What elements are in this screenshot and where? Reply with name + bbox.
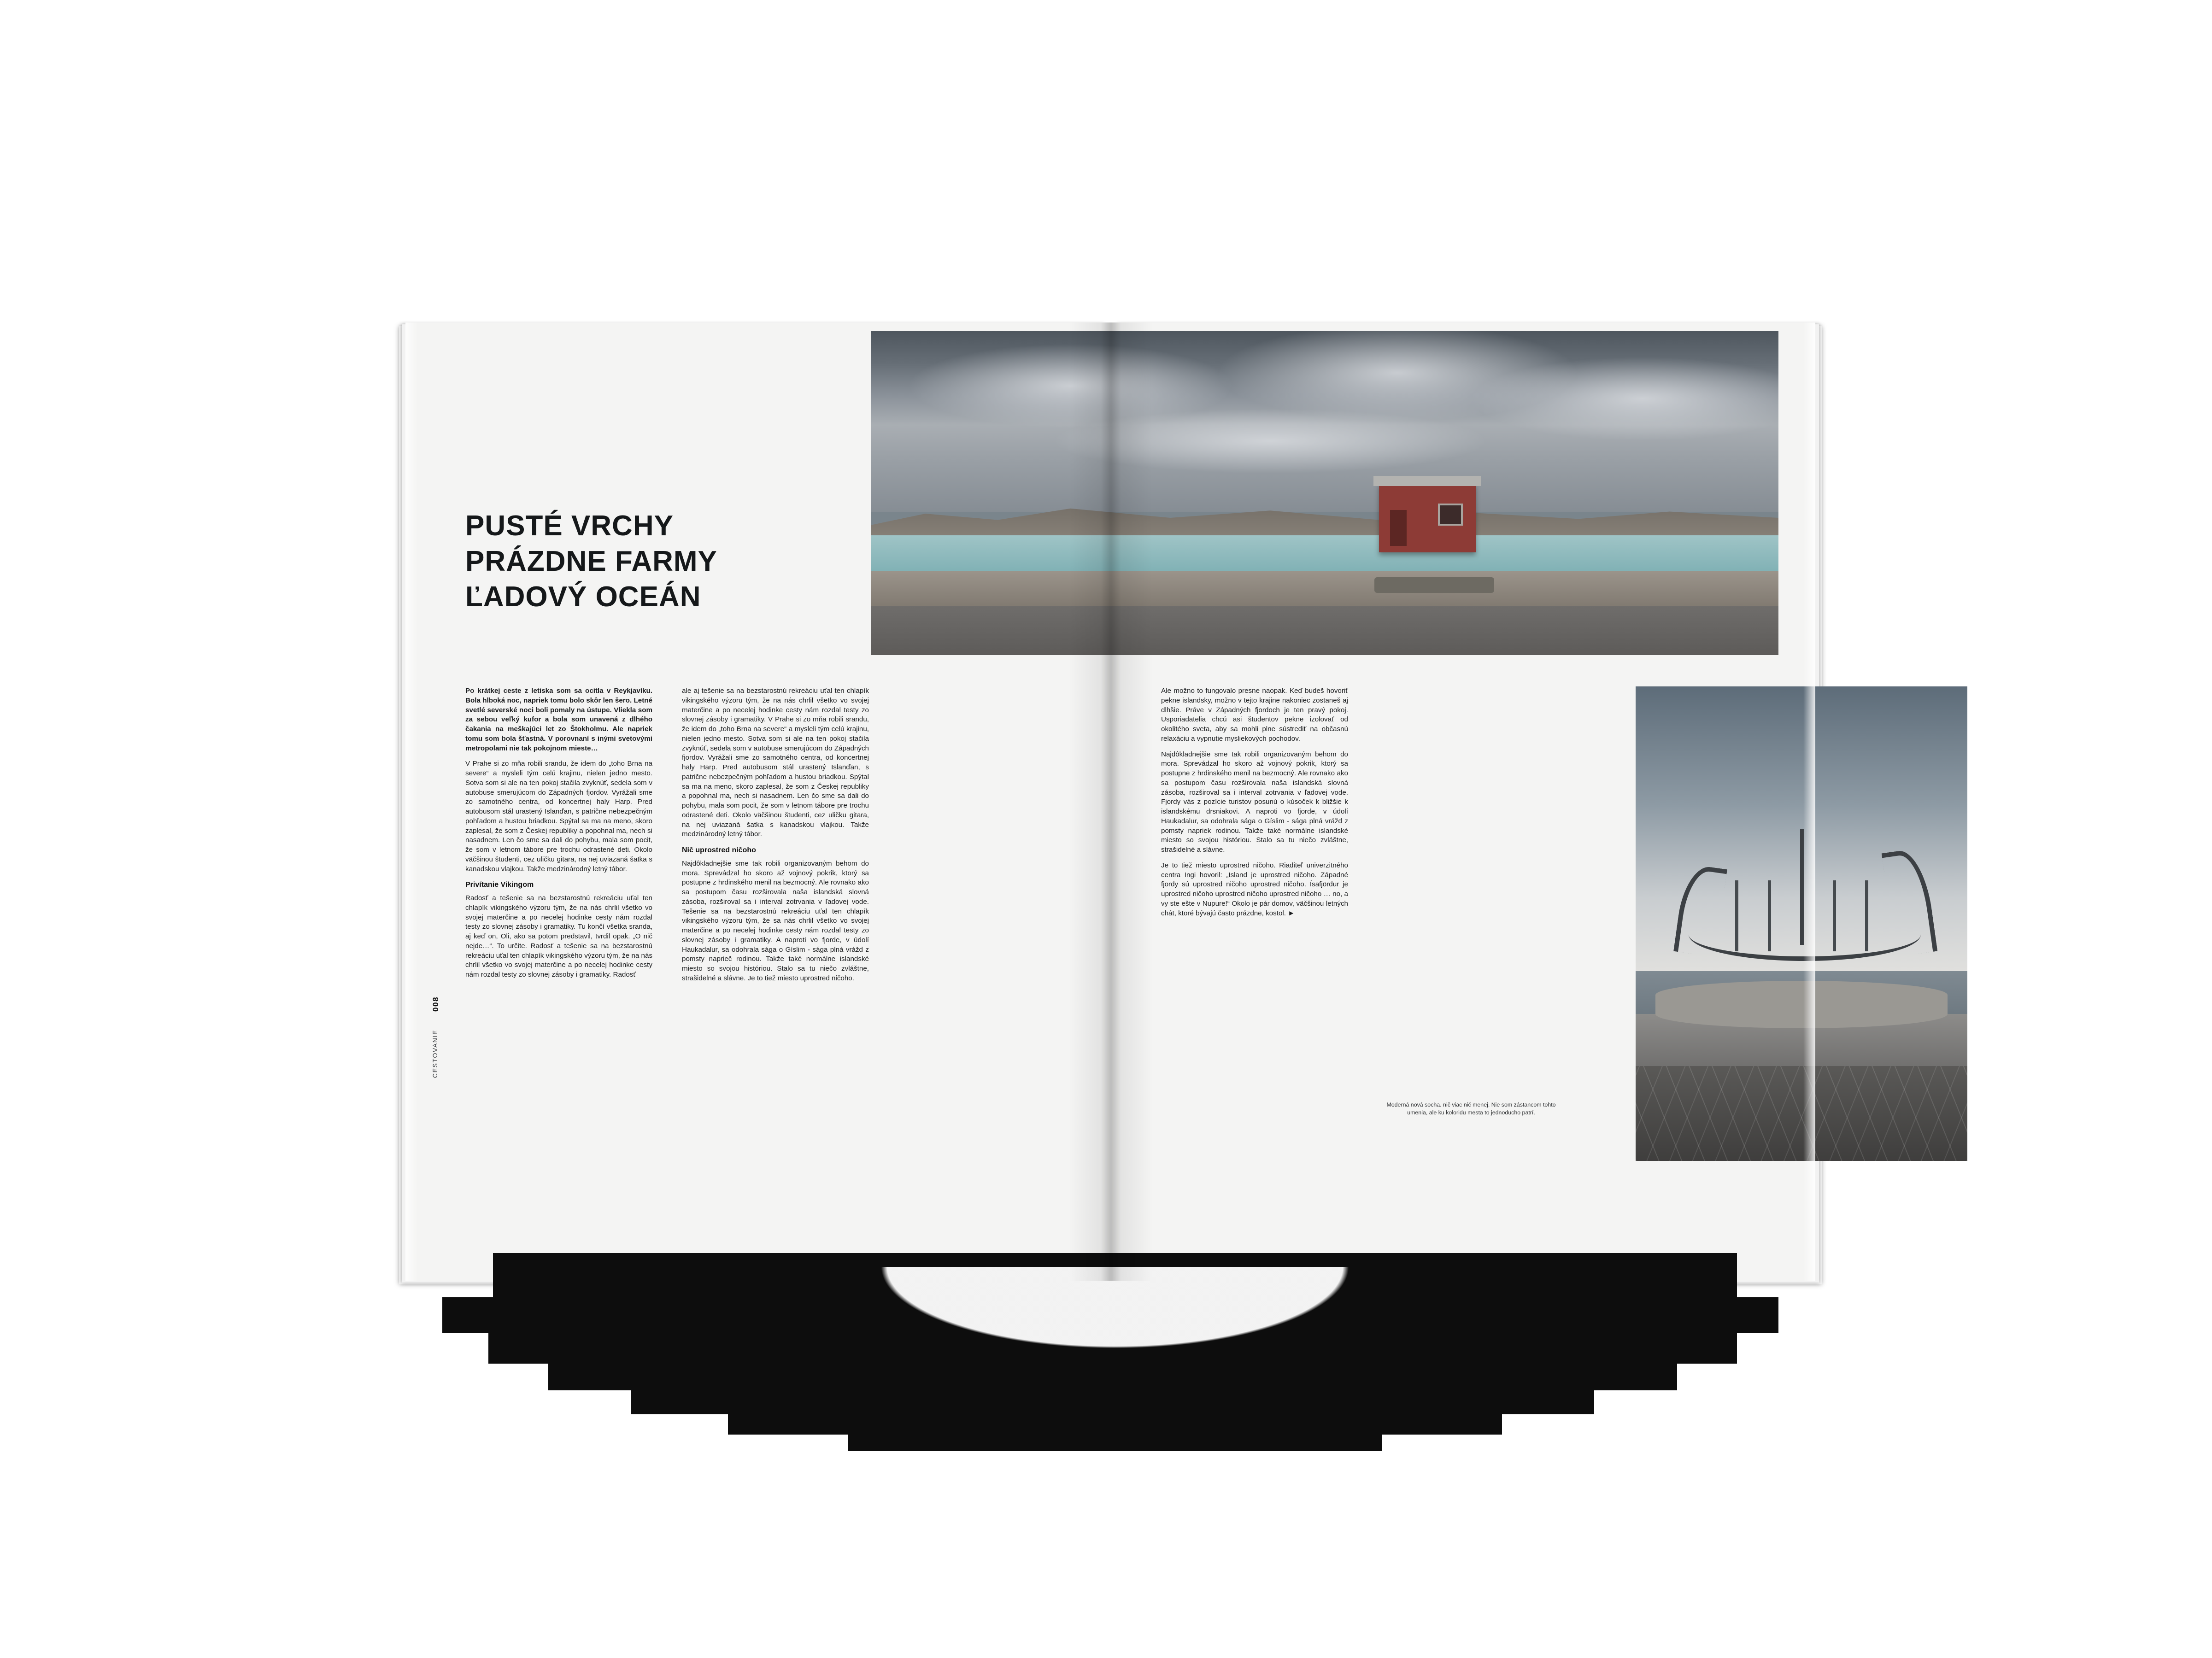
subheading-privitanie-vikingom: Privítanie Vikingom xyxy=(465,881,534,889)
hut-window xyxy=(1438,504,1463,526)
subheading-nic-uprostred-nicoho: Nič uprostred ničoho xyxy=(682,846,756,854)
cloud xyxy=(1052,409,1488,474)
hut-door xyxy=(1390,510,1407,546)
body-column-3 xyxy=(1161,686,1348,924)
iceland-landscape-red-hut-image xyxy=(871,331,1778,655)
lead-paragraph: Po krátkej ceste z letiska som sa ocitla v Reykjavíku. Bola hlboká noc, napriek tomu bolo skôr len šero. Letné svetlé severské noci boli pomaly na ústupe. Vliekla som za sebou veľký kufor a bola som unavená z dlhého čakania na meškajúci let zo Štokholmu. Ale napriek tomu som bola šťastná. V porovnaní s inými svetovými metropolami nie tak pokojnom mieste… xyxy=(465,687,652,752)
book-drop-shadow xyxy=(433,1253,1792,1511)
headline-line-2: PRÁZDNE FARMY xyxy=(465,545,717,577)
page-edge-left xyxy=(405,322,417,1281)
page-title xyxy=(465,509,852,615)
paragraph: Najdôkladnejšie sme tak robili organizovaným behom do mora. Sprevádzal ho skoro až vojnový pokrik, ktorý sa postupne z hrdinského menil na bezmocný. Ale rovnako ako sa postupom času rozširovala naša islandská slovná zásoba, rozširoval sa i interval zotrvania v ľadovej vode. Tešenie sa na bezstarostnú rekreáciu uťal ten chlapík vikingského výzoru tým, že sa nás chrlil všetko vo svojej materčine a po necelej hodinke cesty nám rozdal testy zo slovnej zásoby i gramatiky. A naproti vo fjorde, v údolí Haukadalur, sa odohrala sága o Gíslim - sága plná vrážd z pomsty naprieč rodinou. Takže také normálne islandské miesto so svojou históriou. Stalo sa tu niečo zvláštne, strašidelné a slávne. Je to tiež miesto uprostred ničoho. xyxy=(682,859,869,982)
hut-foundation xyxy=(1374,577,1494,593)
body-column-1 xyxy=(465,686,652,986)
paving-stones xyxy=(1636,1066,1967,1161)
photo-caption: Moderná nová socha. nič viac nič menej. Nie som zástancom tohto umenia, ale ku koloridu mesta to jednoducho patrí. xyxy=(1386,1101,1556,1116)
gravel-road xyxy=(871,606,1778,655)
page-edge-right xyxy=(1803,322,1815,1281)
magazine-spread xyxy=(405,322,1815,1281)
glacial-lake xyxy=(871,535,1778,574)
body-column-2 xyxy=(682,686,869,990)
paragraph: ale aj tešenie sa na bezstarostnú rekreáciu uťal ten chlapík vikingského výzoru tým, že na nás chrlil všetko vo svojej materčine a po necelej hodinke cesty nám rozdal testy zo slovnej zásoby i gramatiky. V Prahe si zo mňa robili srandu, že idem do „toho Brna na severe“ a mysleli tým celú krajinu, nielen jedno mesto. Sotva som si ale na ten pokoj stačila zvyknúť, sedela som v autobuse smerujúcom do Západných fjordov. Vyrážali sme zo samotného centra, od koncertnej haly Harp. Pred autobusom stál urastený Islanďan, s patrične nebezpečným pohľadom a hustou briadkou. Spýtal sa ma na meno, skoro zaplesal, že som z Českej republiky a popohnal ma, nech si nasadnem. Len čo sme sa dali do pohybu, mala som pocit, že som v letnom tábore pre trochu odrastené deti. Okolo väčšinou študenti, cez uličku gitara, na nej uviazaná šatka s kanadskou vlajkou. Takže medzinárodný letný tábor. xyxy=(682,687,869,838)
paragraph: Radosť a tešenie sa na bezstarostnú rekreáciu uťal ten chlapík vikingského výzoru tým, že na nás chrlil všetko vo svojej materčine a po necelej hodinke cesty nám rozdal testy zo slovnej zásoby i gramatiky. Tu končí všetka sranda, aj keď on, Oli, ako sa potom predstavil, tvrdil opak. „O nič nejde…“. To určite. Radosť a tešenie sa na bezstarostnú rekreáciu uťal ten chlapík vikingského výzoru tým, že na nás chrlil všetko vo svojej materčine a po necelej hodinke cesty nám rozdal testy zo slovnej zásoby i gramatiky. Radosť xyxy=(465,894,652,979)
shoreline xyxy=(871,571,1778,609)
hut-roof xyxy=(1373,476,1481,486)
headline-line-3: ĽADOVÝ OCEÁN xyxy=(465,580,701,613)
page-number: 008 xyxy=(431,996,440,1012)
paragraph: Ale možno to fungovalo presne naopak. Keď budeš hovoriť pekne islandsky, možno v tejto krajine nakoniec zostaneš aj dlhšie. Práve v Západných fjordoch je ten pravý pokoj. Usporiadatelia chcú asi študentov pekne izolovať od okolitého sveta, aby sa mohli plne sústrediť na občasnú relaxáciu a vypnutie mysliekových pochodov. xyxy=(1161,687,1348,743)
red-hut xyxy=(1379,483,1476,552)
paragraph: Najdôkladnejšie sme tak robili organizovaným behom do mora. Sprevádzal ho skoro až vojnový pokrik, ktorý sa postupne z hrdinského menil na bezmocný. Ale rovnako ako sa postupom času rozširovala naša islandská slovná zásoba, rozširoval sa i interval zotrvania v ľadovej vode. Fjordy vás z pozície turistov posunú o kúsoček k bližšie k islandskému drsniakovi. A naproti vo fjorde, v údolí Haukadalur, sa odohrala sága o Gíslim - sága plná vrážd z pomsty napriek rodinou. Takže také normálne islandské miesto so svojou históriou. Stalo sa tu niečo zvláštne, strašidelné a slávne. xyxy=(1161,750,1348,854)
sun-voyager-sculpture-image xyxy=(1636,686,1967,1161)
section-label: CESTOVANIE xyxy=(431,1030,439,1078)
paragraph: V Prahe si zo mňa robili srandu, že idem do „toho Brna na severe“ a mysleli tým celú krajinu, nielen jedno mesto. Sotva som si ale na ten pokoj stačila zvyknúť, sedela som v autobuse smerujúcom do Západných fjordov. Vyrážali sme zo samotného centra, od koncertnej haly Harp. Pred autobusom stál urastený Islanďan, s patrične nebezpečným pohľadom a hustou briadkou. Spýtal sa ma na meno, skoro zaplesal, že som z Českej republiky a popohnal ma, nech si nasadnem. Len čo sme sa dali do pohybu, mala som pocit, že som v letnom tábore pre trochu odrastené deti. Okolo väčšinou študenti, cez uličku gitara, na nej uviazaná šatka s kanadskou vlajkou. Takže medzinárodný letný tábor. xyxy=(465,760,652,873)
headline-line-1: PUSTÉ VRCHY xyxy=(465,510,674,542)
paragraph: Je to tiež miesto uprostred ničoho. Riaditeľ univerzitného centra Ingi hovoril: „Island je uprostred ničoho. Západné fjordy sú uprostred ničoho uprostred ničoho. Ísafjördur je uprostred ničoho uprostred ničoho uprostred ničoho … no, a vy ste ešte v Nupure!“ Okolo je pár domov, väčšinou letných chát, ktoré bývajú často prázdne, kostol. ► xyxy=(1161,861,1348,917)
